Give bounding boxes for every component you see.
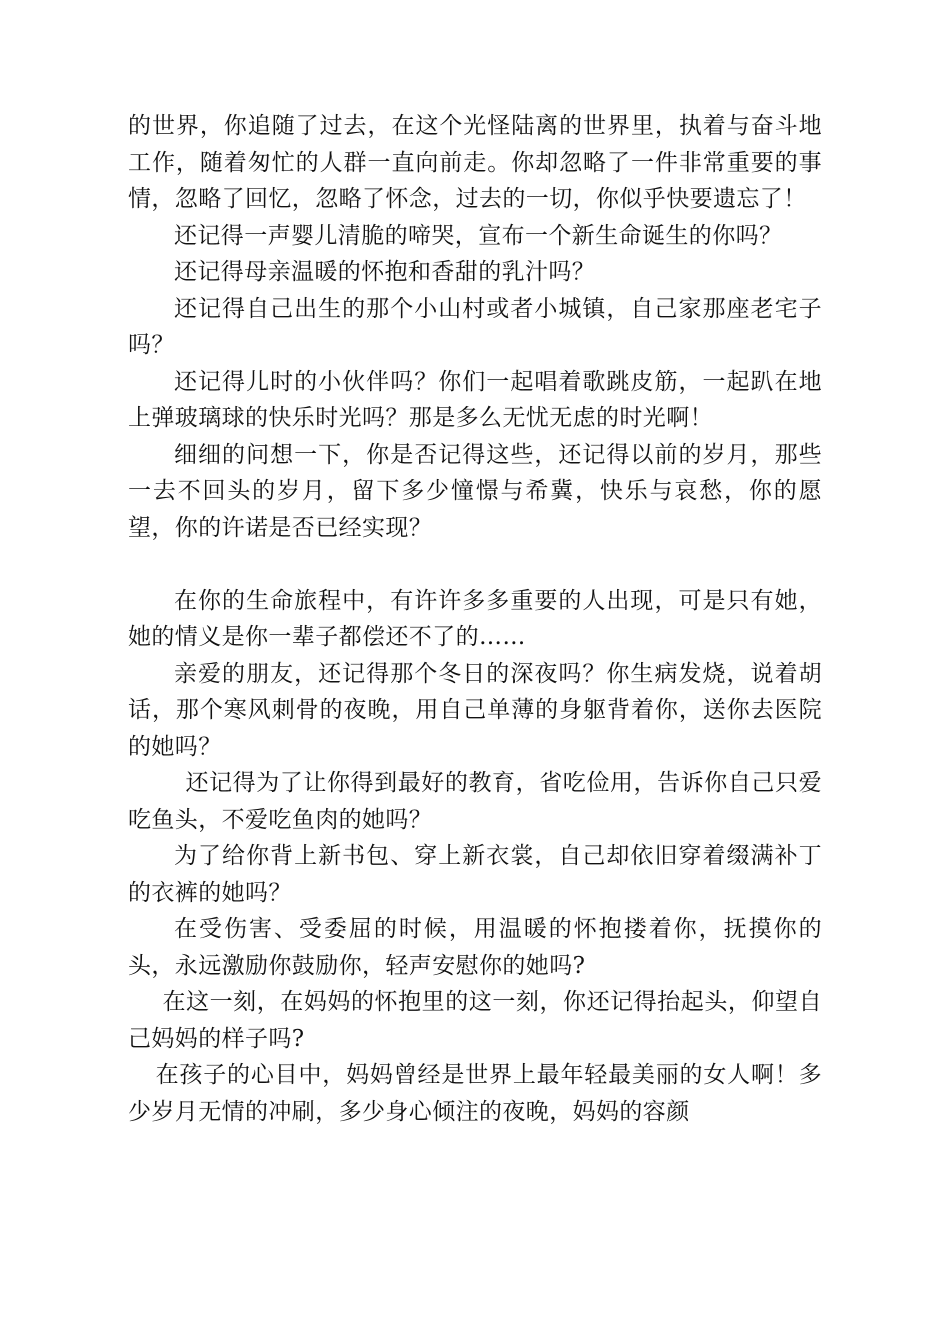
document-body xyxy=(128,108,822,1130)
paragraph-8: 亲爱的朋友，还记得那个冬日的深夜吗？你生病发烧，说着胡话，那个寒风刺骨的夜晚，用自己单薄的身躯背着你，送你去医院的她吗？ xyxy=(128,660,822,760)
paragraph-7: 在你的生命旅程中，有许许多多重要的人出现，可是只有她，她的情义是你一辈子都偿还不了的…… xyxy=(128,587,822,650)
blank-line xyxy=(128,546,822,583)
paragraph-4: 还记得自己出生的那个小山村或者小城镇，自己家那座老宅子吗？ xyxy=(128,295,822,358)
paragraph-9: 还记得为了让你得到最好的教育，省吃俭用，告诉你自己只爱吃鱼头，不爱吃鱼肉的她吗？ xyxy=(128,770,822,833)
paragraph-5: 还记得儿时的小伙伴吗？你们一起唱着歌跳皮筋，一起趴在地上弹玻璃球的快乐时光吗？那是多么无忧无虑的时光啊！ xyxy=(128,368,822,431)
paragraph-3: 还记得母亲温暖的怀抱和香甜的乳汁吗？ xyxy=(174,259,596,285)
paragraph-12: 在这一刻，在妈妈的怀抱里的这一刻，你还记得抬起头，仰望自己妈妈的样子吗? xyxy=(128,989,822,1052)
paragraph-2: 还记得一声婴儿清脆的啼哭，宣布一个新生命诞生的你吗？ xyxy=(174,222,783,249)
paragraph-6: 细细的问想一下，你是否记得这些，还记得以前的岁月，那些一去不回头的岁月，留下多少憧憬与希冀，快乐与哀愁，你的愿望，你的许诺是否已经实现？ xyxy=(128,441,822,541)
paragraph-1: 的世界，你追随了过去，在这个光怪陆离的世界里，执着与奋斗地工作，随着匆忙的人群一直向前走。你却忽略了一件非常重要的事情，忽略了回忆，忽略了怀念，过去的一切，你似乎快要遗忘了！ xyxy=(128,113,822,212)
paragraph-11: 在受伤害、受委屈的时候，用温暖的怀抱搂着你，抚摸你的头，永远激励你鼓励你，轻声安慰你的她吗? xyxy=(128,916,822,979)
paragraph-13: 在孩子的心目中，妈妈曾经是世界上最年轻最美丽的女人啊！多少岁月无情的冲刷，多少身心倾注的夜晚，妈妈的容颜 xyxy=(128,1062,822,1125)
paragraph-10: 为了给你背上新书包、穿上新衣裳，自己却依旧穿着缀满补丁的衣裤的她吗？ xyxy=(128,843,822,906)
